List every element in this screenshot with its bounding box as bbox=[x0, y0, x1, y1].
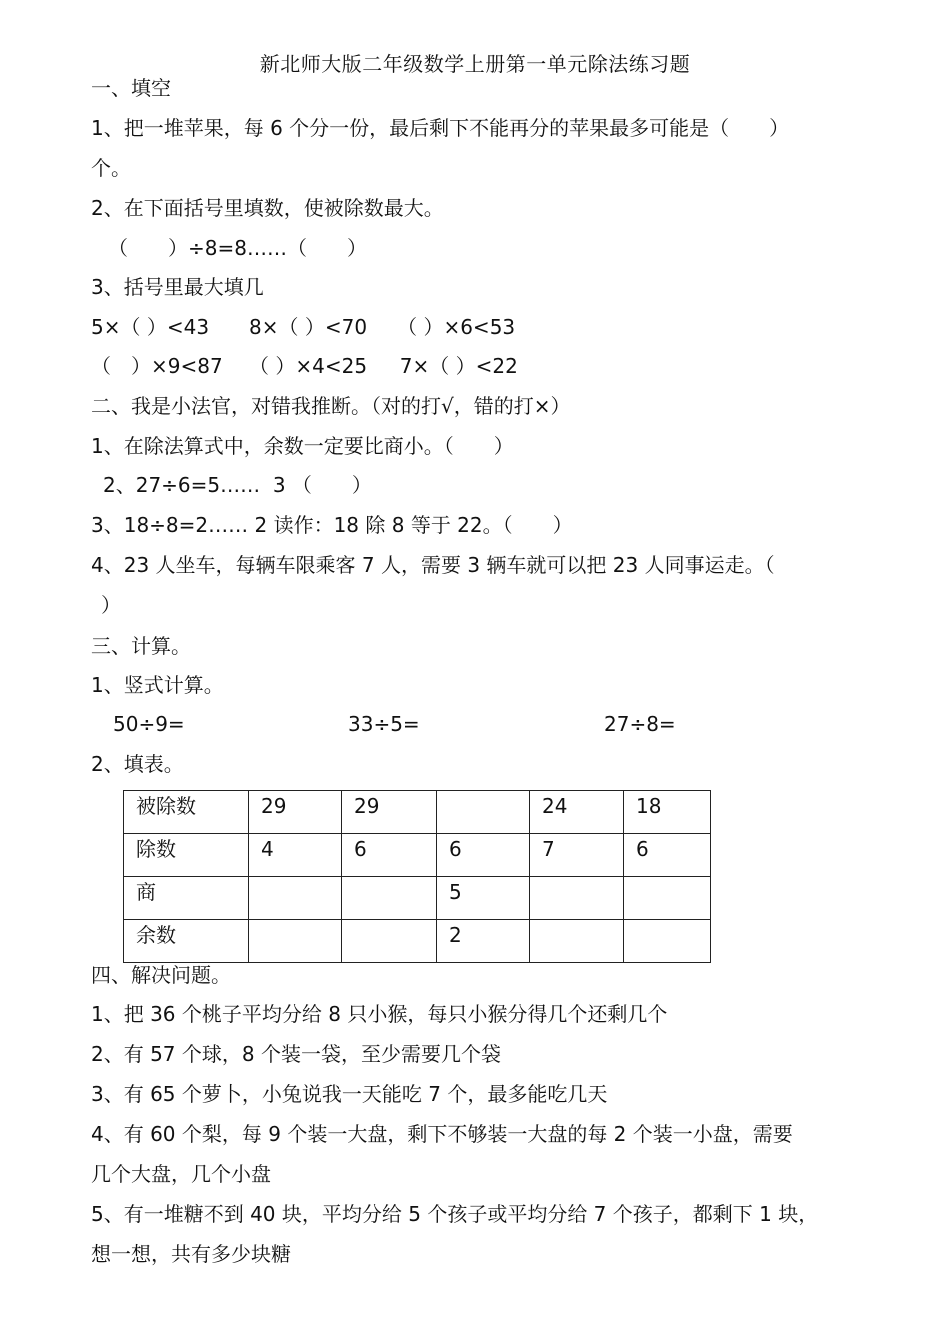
s3-question-2: 2、填表。 bbox=[91, 752, 184, 776]
table-cell bbox=[249, 877, 342, 920]
s2-question-2: 2、27÷6=5…… 3 （ ） bbox=[103, 473, 372, 497]
table-cell bbox=[342, 920, 437, 963]
section-1-heading: 一、填空 bbox=[91, 76, 171, 100]
division-table bbox=[123, 790, 711, 963]
table-cell: 7 bbox=[530, 834, 624, 877]
table-cell bbox=[342, 877, 437, 920]
s1-question-2: 2、在下面括号里填数，使被除数最大。 bbox=[91, 196, 444, 220]
table-cell bbox=[530, 920, 624, 963]
table-row bbox=[124, 791, 711, 834]
section-3-heading: 三、计算。 bbox=[91, 634, 191, 658]
page-title: 新北师大版二年级数学上册第一单元除法练习题 bbox=[259, 52, 691, 76]
s1-question-3: 3、括号里最大填几 bbox=[91, 275, 264, 299]
s1-question-1-cont: 个。 bbox=[91, 156, 131, 180]
s2-question-3: 3、18÷8=2…… 2 读作：18 除 8 等于 22。（ ） bbox=[91, 513, 573, 537]
s2-question-4: 4、23 人坐车，每辆车限乘客 7 人，需要 3 辆车就可以把 23 人同事运走。（ bbox=[91, 553, 775, 577]
table-cell: 6 bbox=[437, 834, 530, 877]
s4-question-4: 4、有 60 个梨，每 9 个装一大盘，剩下不够装一大盘的每 2 个装一小盘，需要 bbox=[91, 1122, 793, 1146]
table-cell bbox=[530, 877, 624, 920]
s4-question-4-cont: 几个大盘，几个小盘 bbox=[91, 1162, 271, 1186]
table-cell: 5 bbox=[437, 877, 530, 920]
s4-question-3: 3、有 65 个萝卜，小兔说我一天能吃 7 个，最多能吃几天 bbox=[91, 1082, 608, 1106]
table-cell: 18 bbox=[624, 791, 711, 834]
s1-question-3-row-2: （ ）×9<87 （ ）×4<25 7×（ ）<22 bbox=[91, 354, 518, 378]
s3-question-1: 1、竖式计算。 bbox=[91, 673, 224, 697]
table-cell: 2 bbox=[437, 920, 530, 963]
table-cell bbox=[249, 920, 342, 963]
calc-item-1: 50÷9= bbox=[113, 712, 185, 736]
section-2-heading: 二、我是小法官，对错我推断。（对的打√，错的打×） bbox=[91, 394, 571, 418]
s4-question-2: 2、有 57 个球，8 个装一袋，至少需要几个袋 bbox=[91, 1042, 501, 1066]
table-cell: 4 bbox=[249, 834, 342, 877]
table-row-header: 余数 bbox=[124, 920, 249, 963]
table-cell bbox=[624, 877, 711, 920]
table-row-header: 商 bbox=[124, 877, 249, 920]
table-row bbox=[124, 877, 711, 920]
s4-question-5-cont: 想一想，共有多少块糖 bbox=[91, 1242, 291, 1266]
table-cell: 24 bbox=[530, 791, 624, 834]
table-cell: 6 bbox=[342, 834, 437, 877]
table-row bbox=[124, 834, 711, 877]
s2-question-1: 1、在除法算式中，余数一定要比商小。（ ） bbox=[91, 434, 514, 458]
table-row-header: 除数 bbox=[124, 834, 249, 877]
s2-question-4-cont: ） bbox=[101, 593, 121, 617]
table-row-header: 被除数 bbox=[124, 791, 249, 834]
s1-question-1: 1、把一堆苹果，每 6 个分一份，最后剩下不能再分的苹果最多可能是（ ） bbox=[91, 116, 790, 140]
table-cell bbox=[437, 791, 530, 834]
s1-question-3-row-1: 5×（ ）<43 8×（ ）<70 （ ）×6<53 bbox=[91, 315, 516, 339]
s1-question-2-expression: （ ）÷8=8……（ ） bbox=[108, 236, 367, 260]
section-4-heading: 四、解决问题。 bbox=[91, 963, 231, 987]
calc-item-3: 27÷8= bbox=[604, 712, 676, 736]
table-row bbox=[124, 920, 711, 963]
calc-item-2: 33÷5= bbox=[348, 712, 420, 736]
table-cell: 29 bbox=[249, 791, 342, 834]
table-cell: 29 bbox=[342, 791, 437, 834]
s4-question-1: 1、把 36 个桃子平均分给 8 只小猴，每只小猴分得几个还剩几个 bbox=[91, 1002, 668, 1026]
table-cell: 6 bbox=[624, 834, 711, 877]
s4-question-5: 5、有一堆糖不到 40 块，平均分给 5 个孩子或平均分给 7 个孩子，都剩下 1 块， bbox=[91, 1202, 819, 1226]
table-cell bbox=[624, 920, 711, 963]
